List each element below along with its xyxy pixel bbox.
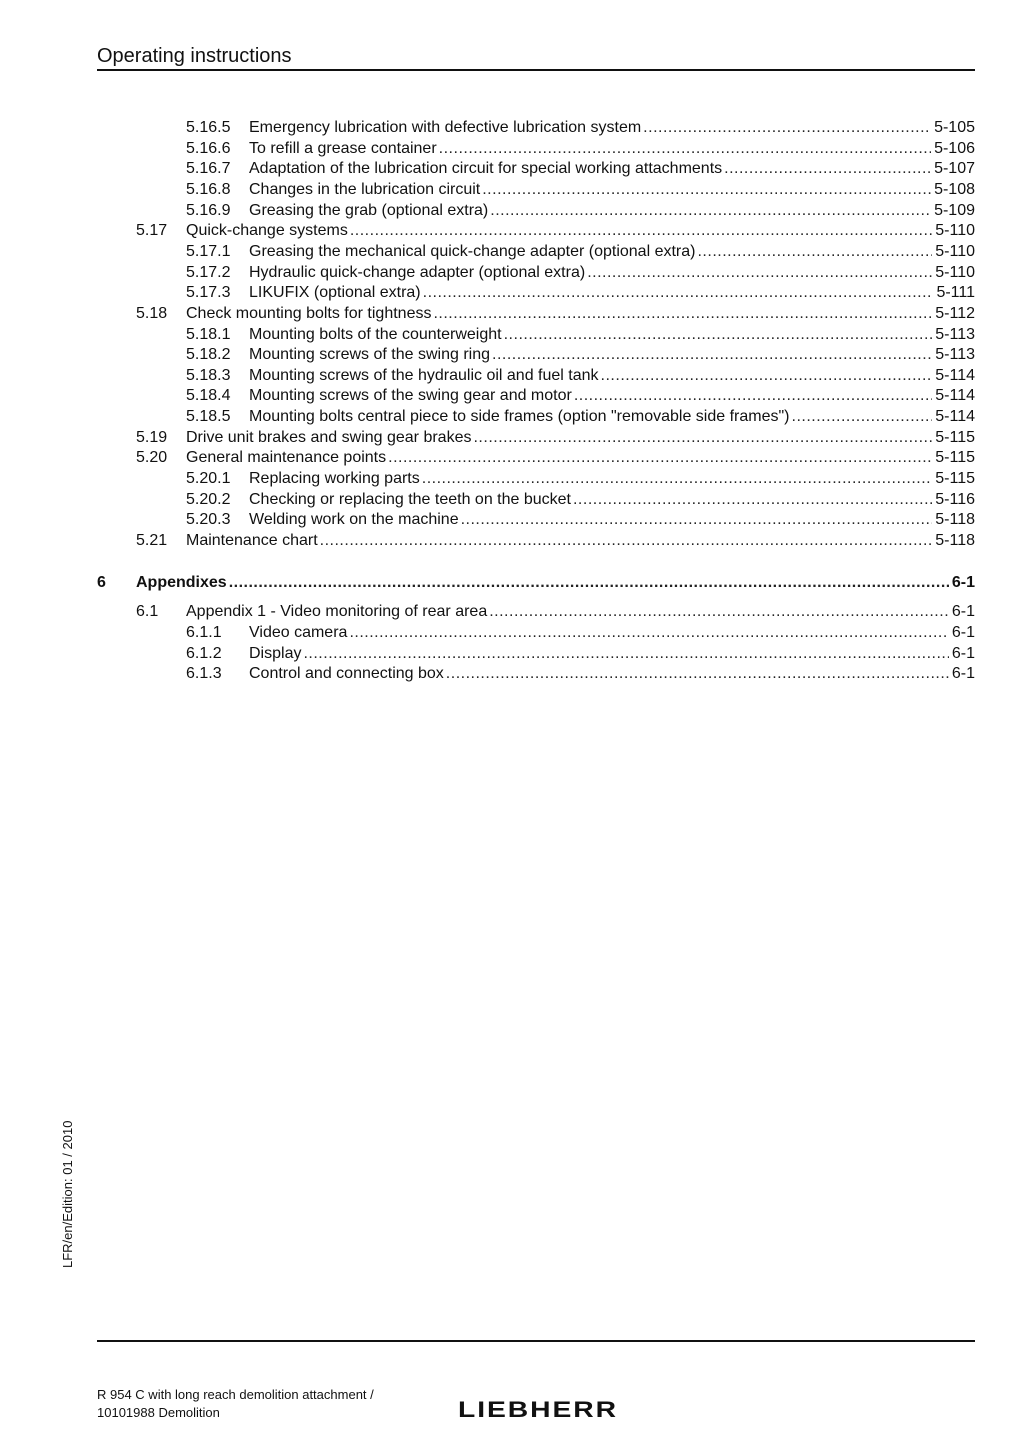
footer-document-info xyxy=(97,1386,374,1422)
toc-entry-page: 5-115 xyxy=(935,428,975,446)
toc-entry-page: 5-107 xyxy=(934,160,975,178)
toc-entry[interactable] xyxy=(186,283,975,303)
toc-entry-title: Mounting bolts central piece to side frames (option "removable side frames") xyxy=(249,408,790,426)
toc-entry[interactable] xyxy=(97,573,975,593)
toc-entry-page: 6-1 xyxy=(951,644,975,662)
toc-entry-number: 6.1.2 xyxy=(186,644,222,662)
toc-entry[interactable] xyxy=(136,448,975,468)
toc-entry[interactable] xyxy=(186,386,975,406)
toc-entry-title: LIKUFIX (optional extra) xyxy=(249,284,421,302)
toc-entry[interactable] xyxy=(136,428,975,448)
toc-entry-title: Video camera xyxy=(249,623,348,641)
toc-entry-title: Hydraulic quick-change adapter (optional extra) xyxy=(249,263,586,281)
toc-entry-number: 5.20.3 xyxy=(186,511,231,529)
toc-entry-number: 5.16.8 xyxy=(186,180,231,198)
toc-entry-page: 6-1 xyxy=(951,603,975,621)
toc-dot-leader xyxy=(587,263,932,283)
toc-entry[interactable] xyxy=(136,304,975,324)
toc-entry-number: 5.20.1 xyxy=(186,470,231,488)
toc-entry-page: 5-112 xyxy=(935,304,975,322)
page-title: Operating instructions xyxy=(97,45,292,67)
toc-entry[interactable] xyxy=(186,366,975,386)
toc-entry-page: 5-115 xyxy=(935,470,975,488)
toc-dot-leader xyxy=(422,469,933,489)
toc-entry-number: 5.20.2 xyxy=(186,490,231,508)
toc-entry[interactable] xyxy=(186,159,975,179)
toc-entry[interactable] xyxy=(186,118,975,138)
toc-entry-page: 5-116 xyxy=(935,490,975,508)
toc-entry[interactable] xyxy=(186,345,975,365)
toc-dot-leader xyxy=(697,242,932,262)
toc-dot-leader xyxy=(446,664,949,684)
toc-entry-number: 5.18.5 xyxy=(186,408,231,426)
toc-entry-number: 5.19 xyxy=(136,428,168,446)
toc-entry-number: 5.17.2 xyxy=(186,263,231,281)
toc-entry[interactable] xyxy=(186,623,975,643)
header-divider xyxy=(97,69,975,71)
toc-entry-page: 5-114 xyxy=(935,387,975,405)
toc-entry-page: 6-1 xyxy=(951,623,975,641)
toc-entry-page: 6-1 xyxy=(951,573,975,591)
toc-dot-leader xyxy=(573,490,932,510)
toc-dot-leader xyxy=(303,644,948,664)
toc-dot-leader xyxy=(439,139,931,159)
toc-dot-leader xyxy=(504,325,933,345)
toc-entry-page: 5-110 xyxy=(935,222,975,240)
toc-entry[interactable] xyxy=(186,242,975,262)
toc-entry-number: 5.17.1 xyxy=(186,242,231,260)
toc-entry-title: Maintenance chart xyxy=(186,532,318,549)
toc-dot-leader xyxy=(433,304,932,324)
toc-entry[interactable] xyxy=(136,602,975,622)
toc-entry[interactable] xyxy=(186,139,975,159)
toc-entry[interactable] xyxy=(186,510,975,530)
toc-entry-number: 6 xyxy=(97,573,106,591)
toc-entry-title: General maintenance points xyxy=(186,449,387,467)
toc-entry-title: Drive unit brakes and swing gear brakes xyxy=(186,428,472,446)
toc-entry-title: Mounting screws of the swing ring xyxy=(249,346,490,364)
toc-dot-leader xyxy=(482,180,931,200)
toc-dot-leader xyxy=(349,623,948,643)
toc-entry-number: 5.16.9 xyxy=(186,201,231,219)
toc-entry-number: 5.18.4 xyxy=(186,387,231,405)
toc-entry-page: 5-110 xyxy=(935,263,975,281)
toc-dot-leader xyxy=(792,407,933,427)
toc-entry[interactable] xyxy=(136,221,975,241)
toc-entry-number: 5.18.3 xyxy=(186,366,231,384)
toc-entry-number: 6.1.1 xyxy=(186,623,222,641)
toc-entry-number: 5.17 xyxy=(136,222,168,240)
toc-entry-title: Control and connecting box xyxy=(249,665,444,683)
toc-entry-number: 5.16.7 xyxy=(186,160,231,178)
toc-entry-number: 5.16.5 xyxy=(186,119,231,136)
footer-line-2: 10101988 Demolition xyxy=(97,1405,220,1420)
toc-dot-leader xyxy=(490,201,931,221)
toc-entry-number: 6.1 xyxy=(136,603,159,621)
toc-entry-number: 5.16.6 xyxy=(186,139,231,157)
toc-entry-title: Welding work on the machine xyxy=(249,511,459,529)
toc-entry[interactable] xyxy=(186,490,975,510)
toc-entry-number: 5.18.1 xyxy=(186,325,231,343)
toc-entry-page: 5-109 xyxy=(934,201,975,219)
liebherr-logo xyxy=(457,1397,619,1421)
toc-entry-page: 6-1 xyxy=(951,665,975,683)
toc-entry-page: 5-111 xyxy=(936,284,975,302)
toc-entry[interactable] xyxy=(186,664,975,684)
toc-entry-number: 5.18 xyxy=(136,304,168,322)
toc-entry-title: Greasing the grab (optional extra) xyxy=(249,201,489,219)
toc-dot-leader xyxy=(461,510,933,530)
toc-entry-title: Adaptation of the lubrication circuit for special working attachments xyxy=(249,160,723,178)
toc-entry-number: 5.17.3 xyxy=(186,284,231,302)
toc-entry-title: Greasing the mechanical quick-change adapter (optional extra) xyxy=(249,242,696,260)
toc-dot-leader xyxy=(724,159,931,179)
toc-dot-leader xyxy=(574,386,932,406)
toc-entry[interactable] xyxy=(186,407,975,427)
toc-dot-leader xyxy=(473,428,932,448)
toc-entry-title: Check mounting bolts for tightness xyxy=(186,304,432,322)
toc-entry-page: 5-114 xyxy=(935,366,975,384)
toc-entry-page: 5-113 xyxy=(935,325,975,343)
toc-entry-title: Mounting screws of the hydraulic oil and fuel tank xyxy=(249,366,599,384)
toc-dot-leader xyxy=(492,345,932,365)
toc-entry-title: Checking or replacing the teeth on the bucket xyxy=(249,490,571,508)
toc-entry-title: Quick-change systems xyxy=(186,222,348,240)
toc-dot-leader xyxy=(320,531,933,551)
toc-entry-number: 5.21 xyxy=(136,532,168,549)
edition-label: LFR/en/Edition: 01 / 2010 xyxy=(60,1120,75,1268)
toc-dot-leader xyxy=(643,118,931,138)
footer-divider xyxy=(97,1340,975,1342)
toc-dot-leader xyxy=(350,221,932,241)
toc-entry[interactable] xyxy=(186,201,975,221)
logo-text: LIEBHERR xyxy=(458,1397,618,1421)
toc-entry-title: Appendixes xyxy=(136,573,227,591)
toc-dot-leader xyxy=(489,602,949,622)
toc-entry[interactable] xyxy=(136,531,975,551)
toc-entry-number: 6.1.3 xyxy=(186,665,222,683)
toc-dot-leader xyxy=(423,283,934,303)
toc-entry[interactable] xyxy=(186,644,975,664)
toc-entry-title: Changes in the lubrication circuit xyxy=(249,180,481,198)
toc-entry[interactable] xyxy=(186,263,975,283)
footer-line-1: R 954 C with long reach demolition attachment / xyxy=(97,1387,374,1402)
toc-entry-page: 5-115 xyxy=(935,449,975,467)
toc-dot-leader xyxy=(229,573,949,593)
toc-entry-title: Mounting screws of the swing gear and motor xyxy=(249,387,572,405)
toc-entry-page: 5-118 xyxy=(935,532,975,549)
toc-entry-number: 5.18.2 xyxy=(186,346,231,364)
toc-entry[interactable] xyxy=(186,180,975,200)
toc-entry-page: 5-106 xyxy=(934,139,975,157)
toc-entry-title: Emergency lubrication with defective lubrication system xyxy=(249,119,642,136)
toc-entry-title: Replacing working parts xyxy=(249,470,420,488)
toc-dot-leader xyxy=(601,366,933,386)
toc-entry-title: To refill a grease container xyxy=(249,139,437,157)
toc-entry-page: 5-113 xyxy=(935,346,975,364)
toc-entry-title: Display xyxy=(249,644,302,662)
toc-entry[interactable] xyxy=(186,469,975,489)
toc-entry-page: 5-118 xyxy=(935,511,975,529)
toc-entry-page: 5-105 xyxy=(934,119,975,136)
toc-entry[interactable] xyxy=(186,325,975,345)
toc-entry-title: Mounting bolts of the counterweight xyxy=(249,325,502,343)
toc-entry-number: 5.20 xyxy=(136,449,168,467)
toc-entry-page: 5-110 xyxy=(935,242,975,260)
toc-entry-title: Appendix 1 - Video monitoring of rear area xyxy=(186,603,488,621)
toc-dot-leader xyxy=(388,448,932,468)
toc-entry-page: 5-108 xyxy=(934,180,975,198)
toc-entry-page: 5-114 xyxy=(935,408,975,426)
